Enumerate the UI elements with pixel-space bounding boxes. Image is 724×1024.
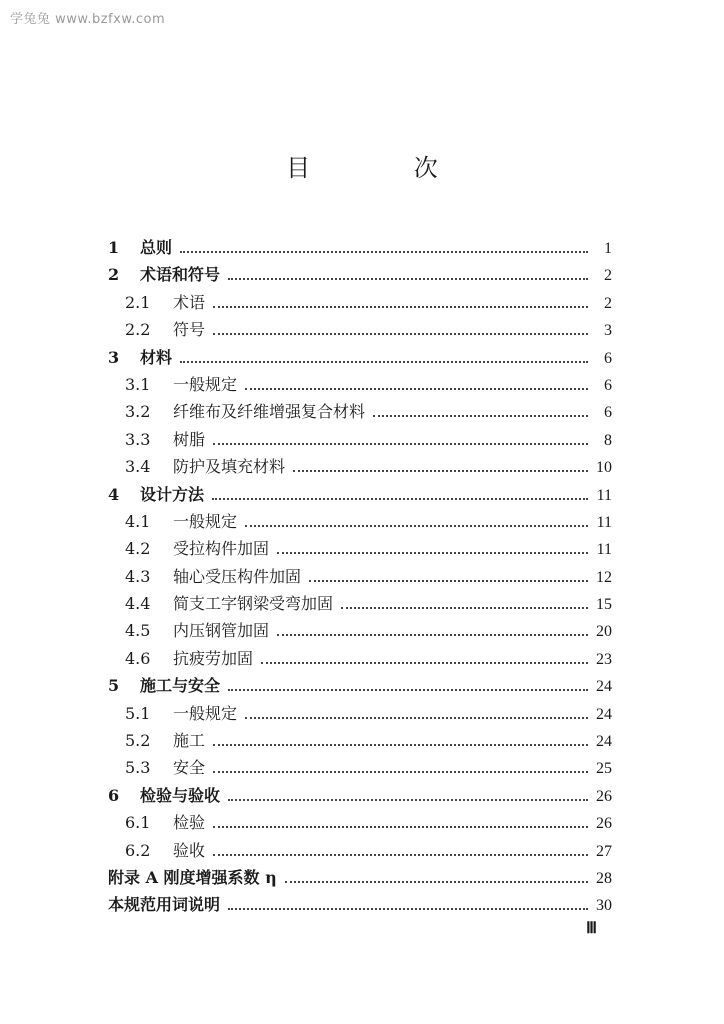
toc-entry-number: 5.3: [125, 758, 151, 778]
dot-leader: [213, 442, 588, 445]
dot-leader: [213, 332, 588, 335]
dot-leader: [213, 770, 588, 773]
toc-entry-page: 25: [596, 760, 612, 778]
toc-entry-page: 3: [604, 322, 612, 340]
toc-entry[interactable]: [108, 344, 612, 371]
dot-leader: [213, 853, 588, 856]
toc-entry-title: 内压钢管加固: [173, 621, 270, 641]
toc-entry[interactable]: [108, 398, 612, 425]
dot-leader: [373, 414, 588, 417]
toc-entry-page: 24: [596, 733, 612, 751]
dot-leader: [261, 661, 588, 664]
toc-entry-title: 抗疲劳加固: [173, 648, 254, 668]
toc-entry[interactable]: [108, 700, 612, 727]
dot-leader: [245, 387, 588, 390]
toc-entry-title: 安全: [173, 758, 206, 778]
dot-leader: [228, 688, 588, 691]
toc-entry-title: 一般规定: [173, 511, 238, 531]
toc-entry-page: 26: [596, 815, 612, 833]
page-title: 目 次: [286, 154, 486, 182]
toc-entry-title: 受拉构件加固: [173, 539, 270, 559]
toc-entry-page: 15: [596, 596, 612, 614]
dot-leader: [180, 250, 588, 253]
toc-entry-title: 符号: [173, 320, 206, 340]
toc-entry[interactable]: [108, 864, 612, 891]
toc-entry-title: 一般规定: [173, 703, 238, 723]
toc-entry-title: 纤维布及纤维增强复合材料: [173, 402, 366, 422]
toc-entry-number: 4.1: [125, 511, 151, 531]
toc-entry-title: 验收: [173, 840, 206, 860]
watermark: 学兔兔 www.bzfxw.com: [10, 12, 166, 27]
toc-entry-number: 4: [108, 484, 120, 504]
toc-entry[interactable]: [108, 727, 612, 754]
toc-entry-page: 2: [604, 294, 612, 312]
toc-entry-number: 3.4: [125, 457, 151, 477]
toc-entry-title: 材料: [140, 347, 173, 367]
toc-entry[interactable]: [108, 563, 612, 590]
toc-entry-page: 10: [596, 459, 612, 477]
toc-entry-number: 3.1: [125, 374, 151, 394]
toc-entry-page: 26: [596, 787, 612, 805]
dot-leader: [277, 633, 588, 636]
toc-entry-page: 6: [604, 349, 612, 367]
dot-leader: [228, 277, 588, 280]
toc-entry[interactable]: [108, 508, 612, 535]
toc-entry-page: 1: [604, 240, 612, 257]
toc-entry-number: 6: [108, 785, 120, 805]
toc-entry-number: 4.4: [125, 594, 151, 614]
dot-leader: [285, 880, 588, 883]
toc-entry-page: 23: [596, 650, 612, 668]
toc-entry-number: 4.3: [125, 566, 151, 586]
toc-entry-page: 27: [596, 842, 612, 860]
toc-entry[interactable]: [108, 316, 612, 343]
toc-entry[interactable]: [108, 754, 612, 781]
toc-entry-page: 2: [604, 267, 612, 285]
toc-entry-title: 设计方法: [140, 484, 205, 504]
toc-entry-number: 4.2: [125, 539, 151, 559]
dot-leader: [309, 579, 588, 582]
dot-leader: [277, 551, 588, 554]
toc-entry-page: 20: [596, 623, 612, 641]
toc-entry-page: 11: [596, 513, 612, 531]
table-of-contents: [108, 234, 612, 919]
toc-entry-title: 施工: [173, 731, 206, 751]
toc-entry[interactable]: [108, 535, 612, 562]
toc-entry[interactable]: [108, 672, 612, 699]
toc-entry-number: 3.2: [125, 402, 151, 422]
toc-entry-page: 6: [604, 376, 612, 394]
dot-leader: [341, 606, 588, 609]
dot-leader: [245, 524, 588, 527]
toc-entry-title: 施工与安全: [140, 676, 221, 696]
toc-entry[interactable]: [108, 453, 612, 480]
toc-entry-number: 2: [108, 265, 120, 285]
toc-entry-number: 3.3: [125, 429, 151, 449]
toc-entry-title: 术语和符号: [140, 265, 221, 285]
dot-leader: [228, 907, 588, 910]
toc-entry-number: 6.1: [125, 813, 151, 833]
toc-entry-page: 30: [596, 897, 612, 915]
dot-leader: [213, 305, 588, 308]
toc-entry-page: 12: [596, 568, 612, 586]
dot-leader: [293, 469, 588, 472]
toc-entry-number: 2.2: [125, 320, 151, 340]
toc-entry-title: 防护及填充材料: [173, 457, 286, 477]
toc-entry[interactable]: [108, 837, 612, 864]
dot-leader: [180, 360, 588, 363]
dot-leader: [213, 743, 588, 746]
toc-entry[interactable]: [108, 234, 612, 261]
toc-entry-page: 8: [604, 431, 612, 449]
toc-entry-title: 一般规定: [173, 374, 238, 394]
toc-entry-number: 5: [108, 676, 120, 696]
toc-entry-number: 3: [108, 347, 120, 367]
toc-entry-number: 6.2: [125, 840, 151, 860]
toc-entry-title: 检验: [173, 813, 206, 833]
toc-entry-title: 术语: [173, 292, 206, 312]
toc-entry-number: 2.1: [125, 292, 151, 312]
dot-leader: [228, 798, 588, 801]
toc-entry[interactable]: [108, 590, 612, 617]
toc-entry[interactable]: [108, 426, 612, 453]
toc-entry-page: 11: [596, 541, 612, 559]
toc-entry-number: 5.1: [125, 703, 151, 723]
toc-entry-page: 24: [596, 705, 612, 723]
page-number: Ⅲ: [586, 920, 598, 937]
toc-entry-title: 检验与验收: [140, 785, 221, 805]
toc-entry[interactable]: [108, 371, 612, 398]
toc-entry-number: 5.2: [125, 731, 151, 751]
toc-entry-number: 4.6: [125, 648, 151, 668]
toc-entry-page: 11: [596, 486, 612, 504]
toc-entry-title: 总则: [140, 238, 173, 257]
toc-entry[interactable]: [108, 891, 612, 918]
toc-entry-number: 1: [108, 238, 120, 257]
toc-entry-title: 简支工字钢梁受弯加固: [173, 594, 334, 614]
toc-entry-page: 24: [596, 678, 612, 696]
toc-entry-title: 树脂: [173, 429, 206, 449]
toc-entry[interactable]: [108, 617, 612, 644]
toc-entry[interactable]: [108, 645, 612, 672]
dot-leader: [212, 497, 588, 500]
toc-entry-title: 本规范用词说明: [108, 895, 221, 915]
toc-entry[interactable]: [108, 782, 612, 809]
toc-entry-title: 轴心受压构件加固: [173, 566, 302, 586]
toc-entry-title: 附录 A 刚度增强系数 η: [108, 867, 277, 887]
dot-leader: [245, 716, 588, 719]
toc-entry-number: 4.5: [125, 621, 151, 641]
toc-entry[interactable]: [108, 481, 612, 508]
toc-entry-page: 6: [604, 404, 612, 422]
toc-entry[interactable]: [108, 261, 612, 288]
toc-entry-page: 28: [596, 869, 612, 887]
toc-entry[interactable]: [108, 809, 612, 836]
toc-entry[interactable]: [108, 289, 612, 316]
dot-leader: [213, 825, 588, 828]
